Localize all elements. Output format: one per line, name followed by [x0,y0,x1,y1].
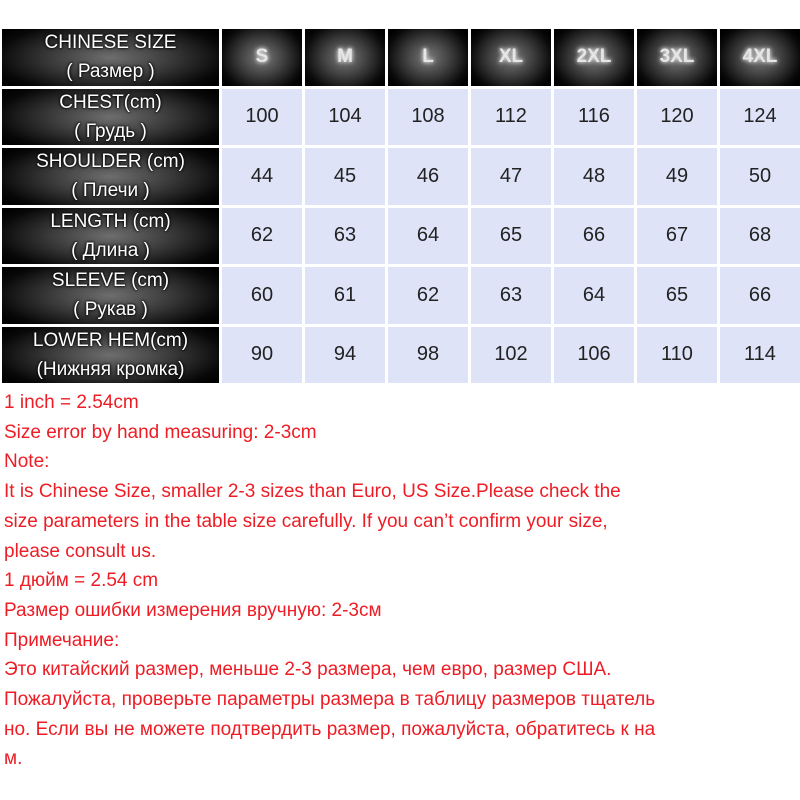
measurement-value-cell: 47 [471,148,551,205]
size-column-header: S [222,29,302,86]
measurement-value-cell: 90 [222,327,302,384]
measurement-value-cell: 63 [305,208,385,265]
measurement-label: LOWER HEM(cm) [32,329,189,351]
measurement-value-cell: 64 [388,208,468,265]
measurement-value-cell: 67 [637,208,717,265]
size-header-label: CHINESE SIZE [44,32,177,54]
note-line: size parameters in the table size carefully. If you can’t confirm your size, [4,510,608,532]
note-line: Размер ошибки измерения вручную: 2-3см [4,599,382,621]
note-line: please consult us. [4,540,157,562]
size-column-header: 4XL [720,29,800,86]
measurement-label-ru: ( Рукав ) [73,299,148,321]
size-notes [4,388,796,774]
measurement-label-ru: ( Плечи ) [71,180,150,202]
measurement-value-cell: 65 [637,267,717,324]
measurement-value-cell: 44 [222,148,302,205]
note-line: 1 дюйм = 2.54 cm [4,570,159,592]
measurement-row-header [2,148,219,205]
measurement-value-cell: 102 [471,327,551,384]
note-line: Это китайский размер, меньше 2-3 размера, чем евро, размер США. [4,659,612,681]
measurement-value-cell: 124 [720,89,800,146]
measurement-label: LENGTH (cm) [50,210,171,232]
size-column-header: L [388,29,468,86]
size-column-header: 2XL [554,29,634,86]
measurement-value-cell: 112 [471,89,551,146]
note-line: м. [4,748,23,770]
measurement-value-cell: 94 [305,327,385,384]
measurement-value-cell: 49 [637,148,717,205]
measurement-label: CHEST(cm) [59,91,162,113]
size-header-label-ru: ( Размер ) [66,61,155,83]
measurement-value-cell: 46 [388,148,468,205]
note-line: но. Если вы не можете подтвердить размер, пожалуйста, обратитесь к на [4,718,656,740]
measurement-value-cell: 98 [388,327,468,384]
measurement-label: SLEEVE (cm) [51,270,170,292]
measurement-value-cell: 60 [222,267,302,324]
measurement-value-cell: 61 [305,267,385,324]
measurement-label-ru: (Нижняя кромка) [36,358,185,380]
measurement-value-cell: 68 [720,208,800,265]
measurement-value-cell: 66 [720,267,800,324]
measurement-value-cell: 65 [471,208,551,265]
measurement-value-cell: 63 [471,267,551,324]
size-column-header: XL [471,29,551,86]
size-column-header: M [305,29,385,86]
measurement-row-header [2,208,219,265]
note-line: Size error by hand measuring: 2-3cm [4,421,317,443]
measurement-value-cell: 64 [554,267,634,324]
size-header-corner [2,29,219,86]
measurement-value-cell: 100 [222,89,302,146]
measurement-value-cell: 45 [305,148,385,205]
size-chart-table [0,29,800,383]
measurement-row-header [2,267,219,324]
note-line: It is Chinese Size, smaller 2-3 sizes than Euro, US Size.Please check the [4,481,621,503]
note-line: Note: [4,451,50,473]
measurement-value-cell: 120 [637,89,717,146]
measurement-value-cell: 50 [720,148,800,205]
note-line: Пожалуйста, проверьте параметры размера в таблицу размеров тщатель [4,689,656,711]
note-line: Примечание: [4,629,120,651]
measurement-value-cell: 104 [305,89,385,146]
measurement-value-cell: 48 [554,148,634,205]
measurement-value-cell: 62 [222,208,302,265]
size-column-header: 3XL [637,29,717,86]
measurement-value-cell: 110 [637,327,717,384]
measurement-value-cell: 66 [554,208,634,265]
measurement-row-header [2,327,219,384]
measurement-label-ru: ( Грудь ) [74,120,147,142]
measurement-value-cell: 108 [388,89,468,146]
measurement-label-ru: ( Длина ) [71,239,150,261]
measurement-value-cell: 116 [554,89,634,146]
measurement-row-header [2,89,219,146]
measurement-value-cell: 106 [554,327,634,384]
measurement-value-cell: 114 [720,327,800,384]
measurement-label: SHOULDER (cm) [36,151,185,173]
measurement-value-cell: 62 [388,267,468,324]
note-line: 1 inch = 2.54cm [4,392,139,413]
